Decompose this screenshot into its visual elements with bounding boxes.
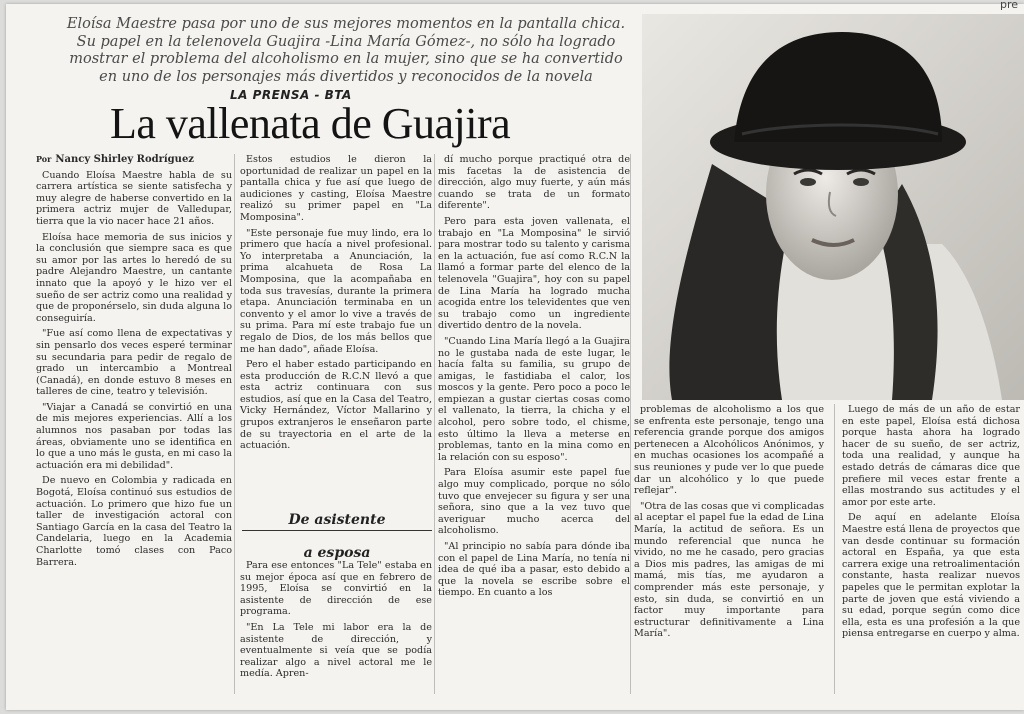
paragraph: problemas de alcoholismo a los que se enfrenta este personaje, tengo una referencia grande porque dos amigos pertenecen a Alcohólicos Anónimos, y en muchas ocasiones los acompañé a sus reuniones y pude ver lo que puede dar un alcohólico y lo que puede reflejar". [634,404,824,497]
column-divider [834,404,835,694]
article-column-5 [842,404,1020,644]
paragraph: Estos estudios le dieron la oportunidad de realizar un papel en la pantalla chica y fue así que luego de audiciones y casting, Eloísa Maestre realizó su primer papel en "La Momposina". [240,154,432,223]
article-column-1 [36,154,232,572]
paragraph: "Este personaje fue muy lindo, era lo primero que hacía a nivel profesional. Yo interpretaba a Anunciación, la prima alcahueta de Rosa La Momposina, que la acompañaba en toda sus travesías, durante la primera etapa. Anunciación terminaba en un convento y el amor lo vive a través de su prima. Para mí este trabajo fue un regalo de Dios, de los más bellos que me han dado", añade Eloísa. [240,227,432,355]
newspaper-clipping [6,0,1024,710]
subheading [242,512,432,561]
headline: La vallenata de Guajira [110,99,511,148]
paragraph: "Cuando Lina María llegó a la Guajira no le gustaba nada de este lugar, le hacía falta su familia, su grupo de amigas, le fastidiaba el calor, los moscos y la gente. Pero poco a poco le empiezan a gustar ciertas cosas como el vallenato, la tierra, la chicha y el alcohol, pero sobre todo, el chisme, esto último la lleva a meterse en problemas, tanto en la mina como en la relación con su esposo". [438,335,630,463]
column-divider [630,154,631,694]
byline-prefix: Por [36,154,52,164]
paragraph: "En La Tele mi labor era la de asistente de dirección, y eventualmente si veía que se podía realizar algo a nivel actoral me le medía. Apren- [240,621,432,680]
paragraph: Cuando Eloísa Maestre habla de su carrera artística se siente satisfecha y muy alegre de haberse convertido en la primera actriz mujer de Valledupar, tierra que la vio nacer hace 21 años. [36,169,232,227]
paragraph: Eloísa hace memoria de sus inicios y la conclusión que siempre saca es que su amor por las artes lo heredó de su padre Alejandro Maestre, un cantante innato que la apoyó y le hizo ver el sueño de ser actriz como una realidad y que de proponérselo, sin duda alguna lo conseguiría. [36,231,232,324]
portrait-photo [642,14,1024,400]
paragraph: "Al principio no sabía para dónde iba con el papel de Lina María, no tenía ni idea de qué iba a pasar, esto debido a que la novela se escribe sobre el tiempo. En cuanto a los [438,541,630,599]
byline [36,154,232,166]
column-divider [434,154,435,694]
article-deck: Eloísa Maestre pasa por uno de sus mejores momentos en la pantalla chica. Su papel en la telenovela Guajira -Lina María Gómez-, no sólo ha logrado mostrar el problema del alcoholismo en la mujer, sino que se ha convertido en uno de los personajes más divertidos y reconocidos de la novela [66,16,626,85]
section-tag: LA PRENSA - BTA [230,88,352,102]
paragraph: Pero el haber estado participando en esta producción de R.C.N llevó a que esta actriz continuara con sus estudios, así que en la Casa del Teatro, Vicky Hernández, Víctor Mallarino y grupos extranjeros le enseñaron parte de su trayectoria en el arte de la actuación. [240,359,432,452]
portrait-illustration [642,14,1024,400]
article-column-2 [240,154,432,456]
paragraph: "Fue así como llena de expectativas y sin pensarlo dos veces esperé terminar su secundaria para pedir de regalo de grado un intercambio a Montreal (Canadá), en donde estuvo 8 meses en talleres de cine, teatro y televisión. [36,328,232,398]
paragraph: "Viajar a Canadá se convirtió en una de mis mejores experiencias. Allí a los alumnos nos pasaban por todas las áreas, obviamente uno se identifica en lo que a uno más le gusta, en mi caso la actuación era mi debilidad". [36,401,232,471]
subheading-line-2: a esposa [303,545,371,561]
column-divider [234,154,235,694]
paragraph: De nuevo en Colombia y radicada en Bogotá, Eloísa continuó sus estudios de actuación. Lo primero que hizo fue un taller de investigación actoral con Santiago García en la casa del Teatro la Candelaria, luego en la Academia Charlotte tomó clases con Paco Barrera. [36,475,232,568]
article-column-4 [634,404,824,644]
paragraph: dí mucho porque practiqué otra de mis facetas la de asistencia de dirección, algo muy fuerte, y aún más cuando se trata de un formato diferente". [438,154,630,212]
subheading-line-1: De asistente [288,512,386,528]
paragraph: Para ese entonces "La Tele" estaba en su mejor época así que en febrero de 1995, Eloísa se convirtió en la asistente de dirección de ese programa. [240,560,432,618]
corner-mark: pre [999,0,1018,11]
paragraph: Luego de más de un año de estar en este papel, Eloísa está dichosa porque hasta ahora ha logrado hacer de su sueño, de ser actriz, toda una realidad, y aunque ha estado detrás de cámaras dice que prefiere mil veces estar frente a ellas mostrando sus actitudes y el amor por este arte. [842,404,1020,508]
byline-name: Nancy Shirley Rodríguez [55,154,194,165]
paragraph: De aquí en adelante Eloísa Maestre está llena de proyectos que van desde continuar su formación actoral en España, ya que esta carrera exige una retroalimentación constante, hasta realizar nuevos papeles que le permitan explotar la parte de joven que está viviendo a su edad, porque según como dice ella, esta es una profesión a la que piensa entregarse en cuerpo y alma. [842,512,1020,640]
paragraph: "Otra de las cosas que vi complicadas al aceptar el papel fue la edad de Lina María, la actitud de señora. Es un mundo referencial que nunca he vivido, no me he casado, pero gracias a Dios mis padres, las amigas de mi mamá, mis tías, me ayudaron a comprender más este personaje, y esto, sin duda, se convirtió en un factor muy importante para estructurar definitivamente a Lina María". [634,500,824,640]
subheading-rule [242,530,432,531]
paragraph: Para Eloísa asumir este papel fue algo muy complicado, porque no sólo tuvo que envejecer su figura y ser una señora, sino que a la vez tuvo que averiguar mucho acerca del alcoholismo. [438,467,630,537]
article-column-3 [438,154,630,603]
article-column-2-continued [240,560,432,684]
paragraph: Pero para esta joven vallenata, el trabajo en "La Momposina" le sirvió para mostrar todo su talento y carisma en la actuación, fue así como R.C.N la llamó a formar parte del elenco de la telenovela "Guajira", hoy con su papel de Lina María ha logrado mucha acogida entre los televidentes que ven su trabajo como un ingrediente divertido dentro de la novela. [438,215,630,332]
